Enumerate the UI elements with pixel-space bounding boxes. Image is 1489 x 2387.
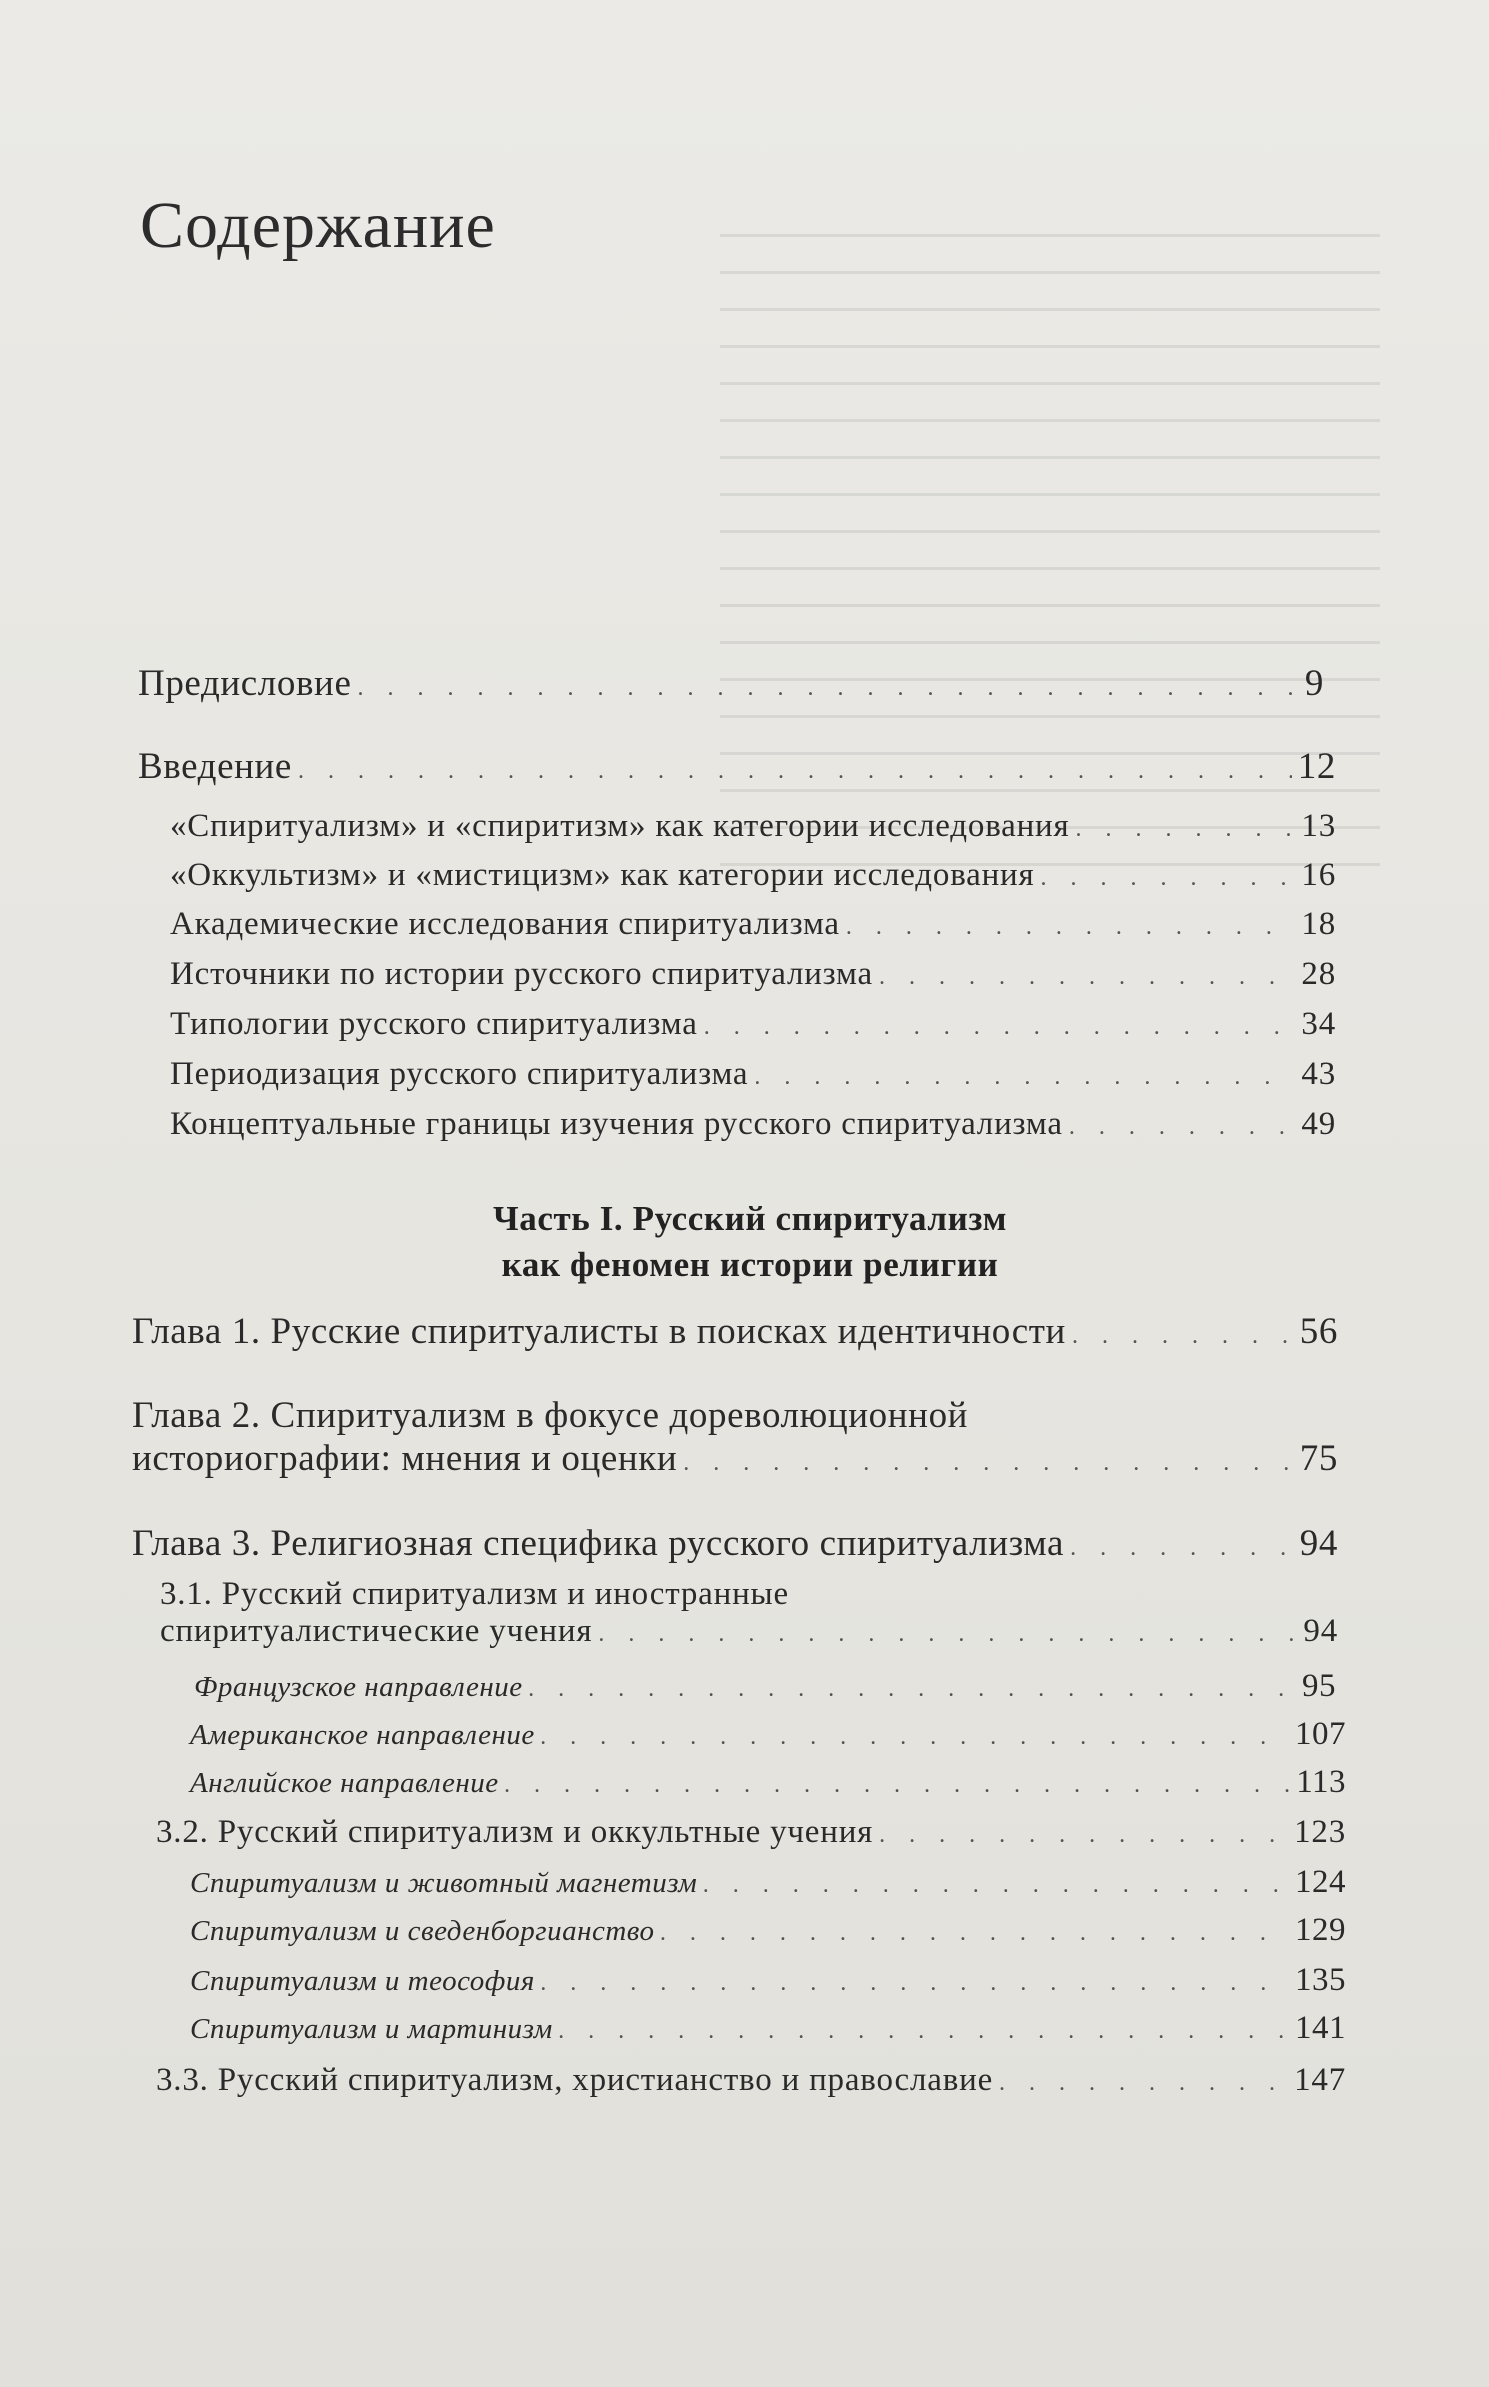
toc-page: 34: [1301, 1006, 1336, 1042]
toc-entry-intro-4[interactable]: [170, 956, 1336, 993]
dot-leader: [1076, 816, 1296, 843]
toc-label: Глава 3. Религиозная специфика русского спиритуализма: [132, 1523, 1065, 1564]
toc-page: 113: [1296, 1764, 1346, 1800]
dot-leader: [505, 1772, 1291, 1799]
toc-entry-chapter-3[interactable]: [132, 1522, 1338, 1565]
toc-page: 9: [1304, 663, 1324, 704]
dot-leader: [1069, 1114, 1296, 1141]
toc-line-2: [160, 1613, 1338, 1650]
dot-leader: [529, 1676, 1296, 1703]
toc-page: 94: [1299, 1523, 1338, 1564]
toc-label: Академические исследования спиритуализма: [170, 906, 840, 942]
toc-page: 13: [1301, 808, 1336, 844]
dot-leader: [1070, 1535, 1294, 1562]
toc-label: Источники по истории русского спиритуализма: [170, 956, 873, 992]
dot-leader: [1072, 1323, 1294, 1350]
dot-leader: [598, 1621, 1297, 1648]
toc-line-2: [132, 1437, 1338, 1480]
part-heading-line-1: Часть I. Русский спиритуализм: [492, 1199, 1008, 1238]
toc-page: 75: [1299, 1438, 1338, 1479]
dot-leader: [683, 1450, 1294, 1477]
dot-leader: [541, 1724, 1289, 1751]
toc-entry-3-2-martinism[interactable]: [190, 2010, 1346, 2047]
toc-page: 147: [1294, 2062, 1346, 2098]
toc-label: Спиритуализм и мартинизм: [190, 2013, 553, 2045]
toc-label: Введение: [138, 746, 292, 787]
toc-page: 16: [1301, 857, 1336, 893]
toc-page: 43: [1301, 1056, 1336, 1092]
toc-entry-section-3-1[interactable]: [160, 1576, 1338, 1650]
dot-leader: [754, 1064, 1295, 1091]
dot-leader: [661, 1920, 1290, 1947]
dot-leader: [357, 675, 1298, 702]
toc-label: Французское направление: [194, 1671, 523, 1703]
toc-entry-3-2-magnetism[interactable]: [190, 1864, 1346, 1901]
dot-leader: [559, 2018, 1289, 2045]
toc-page: 135: [1295, 1962, 1346, 1998]
toc-entry-chapter-1[interactable]: [132, 1310, 1338, 1353]
page-title: Содержание: [140, 189, 496, 262]
dot-leader: [1040, 865, 1295, 892]
toc-entry-preface[interactable]: [138, 662, 1324, 705]
toc-label: Спиритуализм и теософия: [190, 1965, 535, 1997]
toc-label: 3.2. Русский спиритуализм и оккультные учения: [156, 1814, 874, 1850]
toc-label-line-2: историографии: мнения и оценки: [132, 1438, 678, 1479]
dot-leader: [703, 1872, 1289, 1899]
toc-entry-intro-2[interactable]: [170, 857, 1336, 894]
toc-label: Типологии русского спиритуализма: [170, 1006, 698, 1042]
toc-page: 141: [1295, 2010, 1346, 2046]
toc-entry-intro[interactable]: [138, 745, 1336, 788]
toc-label: Периодизация русского спиритуализма: [170, 1056, 749, 1092]
part-heading: [300, 1196, 1200, 1288]
toc-label: «Спиритуализм» и «спиритизм» как категории исследования: [170, 808, 1070, 844]
dot-leader: [704, 1014, 1296, 1041]
toc-label-line-1: 3.1. Русский спиритуализм и иностранные: [160, 1576, 789, 1612]
toc-entry-section-3-2[interactable]: [156, 1814, 1346, 1851]
toc-entry-intro-7[interactable]: [170, 1106, 1336, 1143]
toc-label: Предисловие: [138, 663, 352, 704]
toc-page: 94: [1303, 1613, 1338, 1649]
toc-label: Спиритуализм и сведенборгианство: [190, 1915, 655, 1947]
toc-entry-3-2-swedenborg[interactable]: [190, 1912, 1346, 1949]
dot-leader: [298, 758, 1292, 785]
toc-page: 49: [1301, 1106, 1336, 1142]
toc-label-line-1: Глава 2. Спиритуализм в фокусе дореволюционной: [132, 1395, 969, 1436]
toc-entry-section-3-3[interactable]: [156, 2062, 1346, 2099]
toc-label: «Оккультизм» и «мистицизм» как категории исследования: [170, 857, 1035, 893]
toc-page: 107: [1295, 1716, 1346, 1752]
toc-entry-intro-6[interactable]: [170, 1056, 1336, 1093]
toc-page: 124: [1295, 1864, 1346, 1900]
dot-leader: [879, 1822, 1288, 1849]
toc-page: 95: [1302, 1668, 1336, 1704]
toc-entry-intro-1[interactable]: [170, 808, 1336, 845]
part-heading-line-2: как феномен истории религии: [501, 1245, 999, 1284]
toc-page: 28: [1301, 956, 1336, 992]
toc-label: Английское направление: [190, 1767, 499, 1799]
toc-entry-intro-5[interactable]: [170, 1006, 1336, 1043]
toc-page: 56: [1299, 1311, 1338, 1352]
dot-leader: [879, 964, 1295, 991]
toc-label: Американское направление: [190, 1719, 535, 1751]
dot-leader: [999, 2070, 1288, 2097]
toc-label: 3.3. Русский спиритуализм, христианство и православие: [156, 2062, 994, 2098]
toc-entry-3-1-american[interactable]: [190, 1716, 1346, 1753]
toc-page: 123: [1294, 1814, 1346, 1850]
toc-label-line-2: спиритуалистические учения: [160, 1613, 593, 1649]
dot-leader: [541, 1970, 1289, 1997]
toc-entry-3-2-theosophy[interactable]: [190, 1962, 1346, 1999]
toc-page: 18: [1301, 906, 1336, 942]
toc-label: Концептуальные границы изучения русского спиритуализма: [170, 1106, 1063, 1142]
toc-entry-3-1-french[interactable]: [194, 1668, 1336, 1705]
toc-label: Глава 1. Русские спиритуалисты в поисках идентичности: [132, 1311, 1066, 1352]
toc-entry-chapter-2[interactable]: [132, 1394, 1338, 1480]
toc-label: Спиритуализм и животный магнетизм: [190, 1867, 698, 1899]
toc-page: 129: [1295, 1912, 1346, 1948]
toc-entry-intro-3[interactable]: [170, 906, 1336, 943]
dot-leader: [846, 914, 1296, 941]
toc-entry-3-1-english[interactable]: [190, 1764, 1346, 1801]
toc-page: 12: [1297, 746, 1336, 787]
